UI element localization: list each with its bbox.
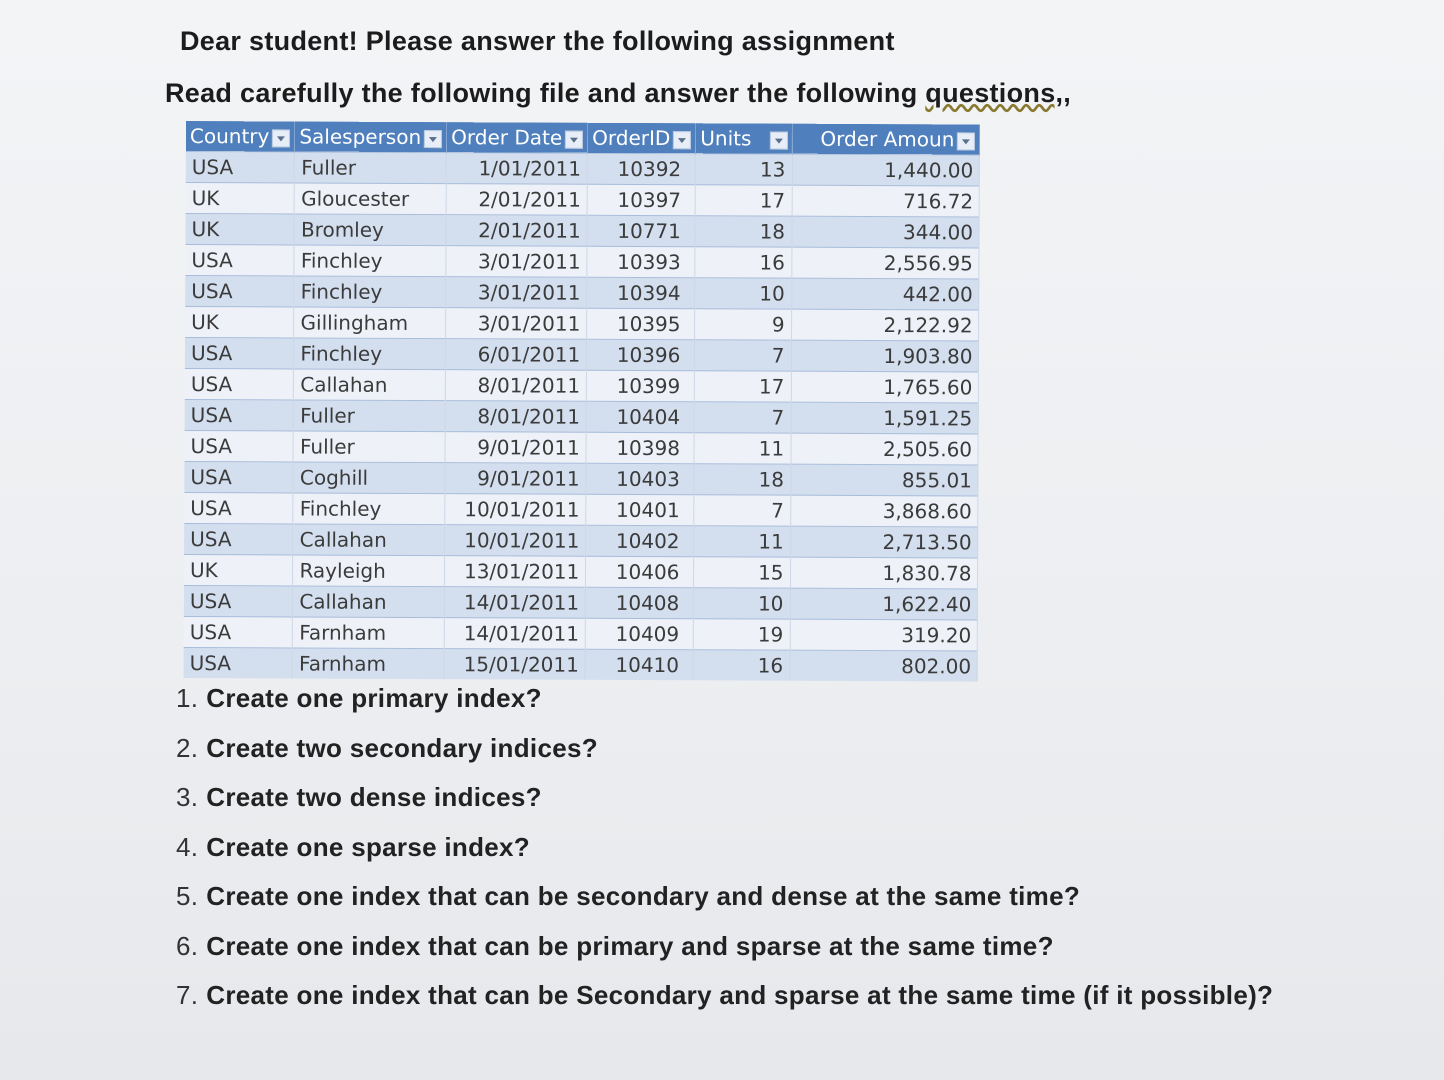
- filter-dropdown-icon[interactable]: [424, 130, 442, 148]
- cell-salesperson[interactable]: Coghill: [293, 462, 445, 494]
- cell-order-amount[interactable]: 802.00: [790, 650, 978, 681]
- cell-salesperson[interactable]: Farnham: [293, 617, 445, 649]
- question-text: Create one primary index?: [206, 683, 542, 713]
- question-item: [176, 676, 1273, 726]
- cell-country[interactable]: UK: [185, 213, 294, 244]
- column-header-order-amount[interactable]: [792, 124, 980, 155]
- cell-units[interactable]: 17: [695, 185, 791, 216]
- cell-order-date[interactable]: 2/01/2011: [446, 215, 587, 247]
- cell-country[interactable]: USA: [184, 647, 293, 678]
- cell-order-id[interactable]: 10393: [587, 246, 695, 277]
- cell-units[interactable]: 7: [694, 495, 790, 526]
- question-text: Create one index that can be secondary and dense at the same time?: [206, 881, 1081, 911]
- cell-order-date[interactable]: 14/01/2011: [444, 618, 585, 650]
- table-row: [185, 337, 979, 371]
- cell-salesperson[interactable]: Fuller: [293, 431, 445, 463]
- filter-dropdown-icon[interactable]: [769, 131, 787, 149]
- cell-order-date[interactable]: 9/01/2011: [445, 432, 586, 464]
- cell-order-date[interactable]: 9/01/2011: [445, 463, 586, 495]
- question-text: Create one index that can be Secondary and sparse at the same time (if it possible)?: [206, 980, 1274, 1010]
- cell-order-amount[interactable]: 1,440.00: [792, 154, 980, 186]
- cell-order-id[interactable]: 10409: [585, 618, 693, 649]
- cell-country[interactable]: USA: [185, 399, 294, 430]
- column-header-label: Order Amoun: [820, 126, 955, 152]
- assignment-instruction: [165, 78, 1071, 109]
- cell-units[interactable]: 18: [695, 216, 791, 247]
- cell-order-date[interactable]: 3/01/2011: [446, 246, 587, 278]
- cell-order-amount[interactable]: 2,713.50: [790, 526, 978, 558]
- cell-order-amount[interactable]: 2,505.60: [791, 433, 979, 465]
- cell-units[interactable]: 19: [694, 619, 790, 650]
- cell-units[interactable]: 18: [694, 464, 790, 495]
- question-number: 5.: [176, 881, 199, 911]
- cell-order-id[interactable]: 10394: [587, 277, 695, 308]
- cell-country[interactable]: UK: [184, 554, 293, 585]
- table-row: [185, 275, 979, 309]
- cell-salesperson[interactable]: Finchley: [294, 276, 446, 308]
- cell-order-id[interactable]: 10771: [587, 215, 695, 246]
- cell-units[interactable]: 16: [693, 650, 789, 681]
- question-text: Create one sparse index?: [206, 831, 530, 862]
- cell-order-id[interactable]: 10403: [586, 463, 694, 494]
- cell-order-date[interactable]: 3/01/2011: [446, 277, 587, 309]
- column-header-label: Salesperson: [299, 124, 422, 150]
- cell-order-id[interactable]: 10396: [587, 339, 695, 370]
- question-text: Create two secondary indices?: [206, 732, 598, 763]
- cell-country[interactable]: USA: [185, 337, 294, 368]
- cell-country[interactable]: USA: [184, 616, 293, 647]
- table-row: [185, 368, 979, 402]
- question-number: 2.: [176, 732, 199, 763]
- cell-salesperson[interactable]: Rayleigh: [293, 555, 445, 587]
- cell-order-date[interactable]: 8/01/2011: [445, 401, 586, 433]
- cell-salesperson[interactable]: Farnham: [293, 648, 445, 679]
- cell-salesperson[interactable]: Gloucester: [295, 183, 447, 215]
- cell-units[interactable]: 7: [695, 402, 791, 433]
- cell-salesperson[interactable]: Fuller: [294, 400, 446, 432]
- cell-order-amount[interactable]: 319.20: [790, 619, 978, 651]
- cell-country[interactable]: USA: [184, 585, 293, 616]
- question-item: [176, 775, 1273, 825]
- table-row: [185, 213, 979, 247]
- orders-table: [184, 121, 981, 681]
- cell-order-id[interactable]: 10392: [587, 153, 695, 184]
- cell-order-amount[interactable]: 1,622.40: [790, 588, 978, 620]
- table-row: [184, 492, 978, 526]
- cell-units[interactable]: 15: [694, 557, 790, 588]
- cell-order-amount[interactable]: 3,868.60: [790, 495, 978, 527]
- column-header-label: Order Date: [451, 125, 563, 150]
- question-item: [176, 924, 1273, 974]
- cell-units[interactable]: 11: [694, 526, 790, 557]
- table-row: [186, 182, 980, 216]
- table-row: [185, 430, 979, 464]
- question-item: [176, 825, 1273, 875]
- cell-country[interactable]: USA: [185, 368, 294, 399]
- cell-salesperson[interactable]: Finchley: [293, 493, 445, 525]
- table-row: [184, 523, 978, 557]
- cell-order-id[interactable]: 10401: [586, 494, 694, 525]
- table-row: [184, 616, 978, 650]
- cell-order-amount[interactable]: 1,903.80: [791, 340, 979, 372]
- table-row: [185, 399, 979, 433]
- cell-order-amount[interactable]: 344.00: [791, 216, 979, 248]
- table-row: [184, 554, 978, 588]
- instruction-text: Read carefully the following file and answer the following: [165, 78, 926, 108]
- cell-salesperson[interactable]: Gillingham: [294, 307, 446, 339]
- cell-country[interactable]: USA: [184, 492, 293, 523]
- instruction-underlined: questions,,: [925, 78, 1072, 108]
- cell-country[interactable]: UK: [185, 306, 294, 337]
- cell-salesperson[interactable]: Callahan: [293, 524, 445, 556]
- cell-order-date[interactable]: 10/01/2011: [445, 525, 586, 557]
- cell-order-date[interactable]: 14/01/2011: [445, 587, 586, 619]
- cell-salesperson[interactable]: Bromley: [294, 214, 446, 246]
- cell-order-date[interactable]: 1/01/2011: [446, 153, 587, 185]
- question-number: 7.: [176, 980, 199, 1010]
- cell-order-amount[interactable]: 2,556.95: [791, 247, 979, 279]
- cell-units[interactable]: 16: [695, 247, 791, 278]
- filter-dropdown-icon[interactable]: [673, 131, 691, 149]
- cell-units[interactable]: 10: [694, 588, 790, 619]
- cell-order-amount[interactable]: 1,830.78: [790, 557, 978, 589]
- cell-order-amount[interactable]: 1,765.60: [791, 371, 979, 403]
- assignment-greeting: Dear student! Please answer the following assignment: [180, 26, 895, 56]
- cell-units[interactable]: 9: [695, 309, 791, 340]
- column-header-label: OrderID: [592, 125, 671, 151]
- cell-units[interactable]: 11: [694, 433, 790, 464]
- table-row: [186, 151, 980, 185]
- cell-order-id[interactable]: 10404: [586, 401, 694, 432]
- cell-order-amount[interactable]: 855.01: [790, 464, 978, 496]
- cell-order-date[interactable]: 13/01/2011: [445, 556, 586, 588]
- column-header-country[interactable]: [186, 121, 295, 152]
- cell-country[interactable]: USA: [185, 430, 294, 461]
- table-header-row: [186, 121, 980, 155]
- column-header-order-id[interactable]: [588, 123, 696, 154]
- cell-order-date[interactable]: 10/01/2011: [445, 494, 586, 526]
- cell-order-amount[interactable]: 716.72: [792, 185, 980, 217]
- filter-dropdown-icon[interactable]: [565, 130, 583, 148]
- cell-order-amount[interactable]: 442.00: [791, 278, 979, 310]
- cell-order-id[interactable]: 10408: [586, 587, 694, 618]
- cell-order-date[interactable]: 3/01/2011: [446, 308, 587, 340]
- column-header-label: Country: [189, 124, 270, 149]
- cell-country[interactable]: USA: [184, 523, 293, 554]
- table-body: [184, 151, 980, 681]
- cell-units[interactable]: 17: [695, 371, 791, 402]
- cell-units[interactable]: 7: [695, 340, 791, 371]
- cell-order-date[interactable]: 2/01/2011: [446, 184, 587, 216]
- cell-order-id[interactable]: 10402: [586, 525, 694, 556]
- table-row: [185, 306, 979, 340]
- cell-order-id[interactable]: 10397: [587, 184, 695, 215]
- column-header-salesperson[interactable]: [295, 121, 447, 152]
- cell-order-date[interactable]: 8/01/2011: [446, 370, 587, 402]
- question-item: [176, 973, 1273, 1023]
- cell-order-id[interactable]: 10410: [585, 649, 693, 680]
- question-text: Create two dense indices?: [206, 782, 542, 812]
- table-row: [184, 461, 978, 495]
- cell-salesperson[interactable]: Finchley: [294, 245, 446, 277]
- cell-order-amount[interactable]: 2,122.92: [791, 309, 979, 341]
- cell-country[interactable]: USA: [186, 151, 295, 182]
- question-item: [176, 726, 1273, 776]
- question-number: 3.: [176, 782, 199, 812]
- filter-dropdown-icon[interactable]: [272, 129, 290, 147]
- column-header-units[interactable]: [696, 123, 792, 154]
- question-item: [176, 874, 1273, 924]
- cell-order-date[interactable]: 6/01/2011: [446, 339, 587, 371]
- column-header-order-date[interactable]: [447, 122, 588, 153]
- question-number: 4.: [176, 831, 199, 862]
- question-text: Create one index that can be primary and sparse at the same time?: [206, 930, 1054, 961]
- cell-order-amount[interactable]: 1,591.25: [791, 402, 979, 434]
- question-list: [176, 676, 1273, 1023]
- cell-order-id[interactable]: 10398: [586, 432, 694, 463]
- cell-country[interactable]: USA: [185, 275, 294, 306]
- table-row: [185, 244, 979, 278]
- cell-country[interactable]: UK: [186, 182, 295, 213]
- cell-salesperson[interactable]: Callahan: [294, 369, 446, 401]
- cell-order-date[interactable]: 15/01/2011: [444, 649, 585, 680]
- column-header-label: Units: [700, 126, 752, 151]
- cell-order-id[interactable]: 10399: [587, 370, 695, 401]
- cell-salesperson[interactable]: Finchley: [294, 338, 446, 370]
- question-number: 1.: [176, 683, 199, 713]
- filter-dropdown-icon[interactable]: [957, 132, 975, 150]
- question-number: 6.: [176, 930, 199, 961]
- cell-salesperson[interactable]: Fuller: [295, 152, 447, 184]
- cell-units[interactable]: 10: [695, 278, 791, 309]
- cell-country[interactable]: USA: [185, 244, 294, 275]
- cell-order-id[interactable]: 10395: [587, 308, 695, 339]
- cell-order-id[interactable]: 10406: [586, 556, 694, 587]
- cell-salesperson[interactable]: Callahan: [293, 586, 445, 618]
- cell-country[interactable]: USA: [184, 461, 293, 492]
- table-row: [184, 585, 978, 619]
- cell-units[interactable]: 13: [696, 154, 792, 185]
